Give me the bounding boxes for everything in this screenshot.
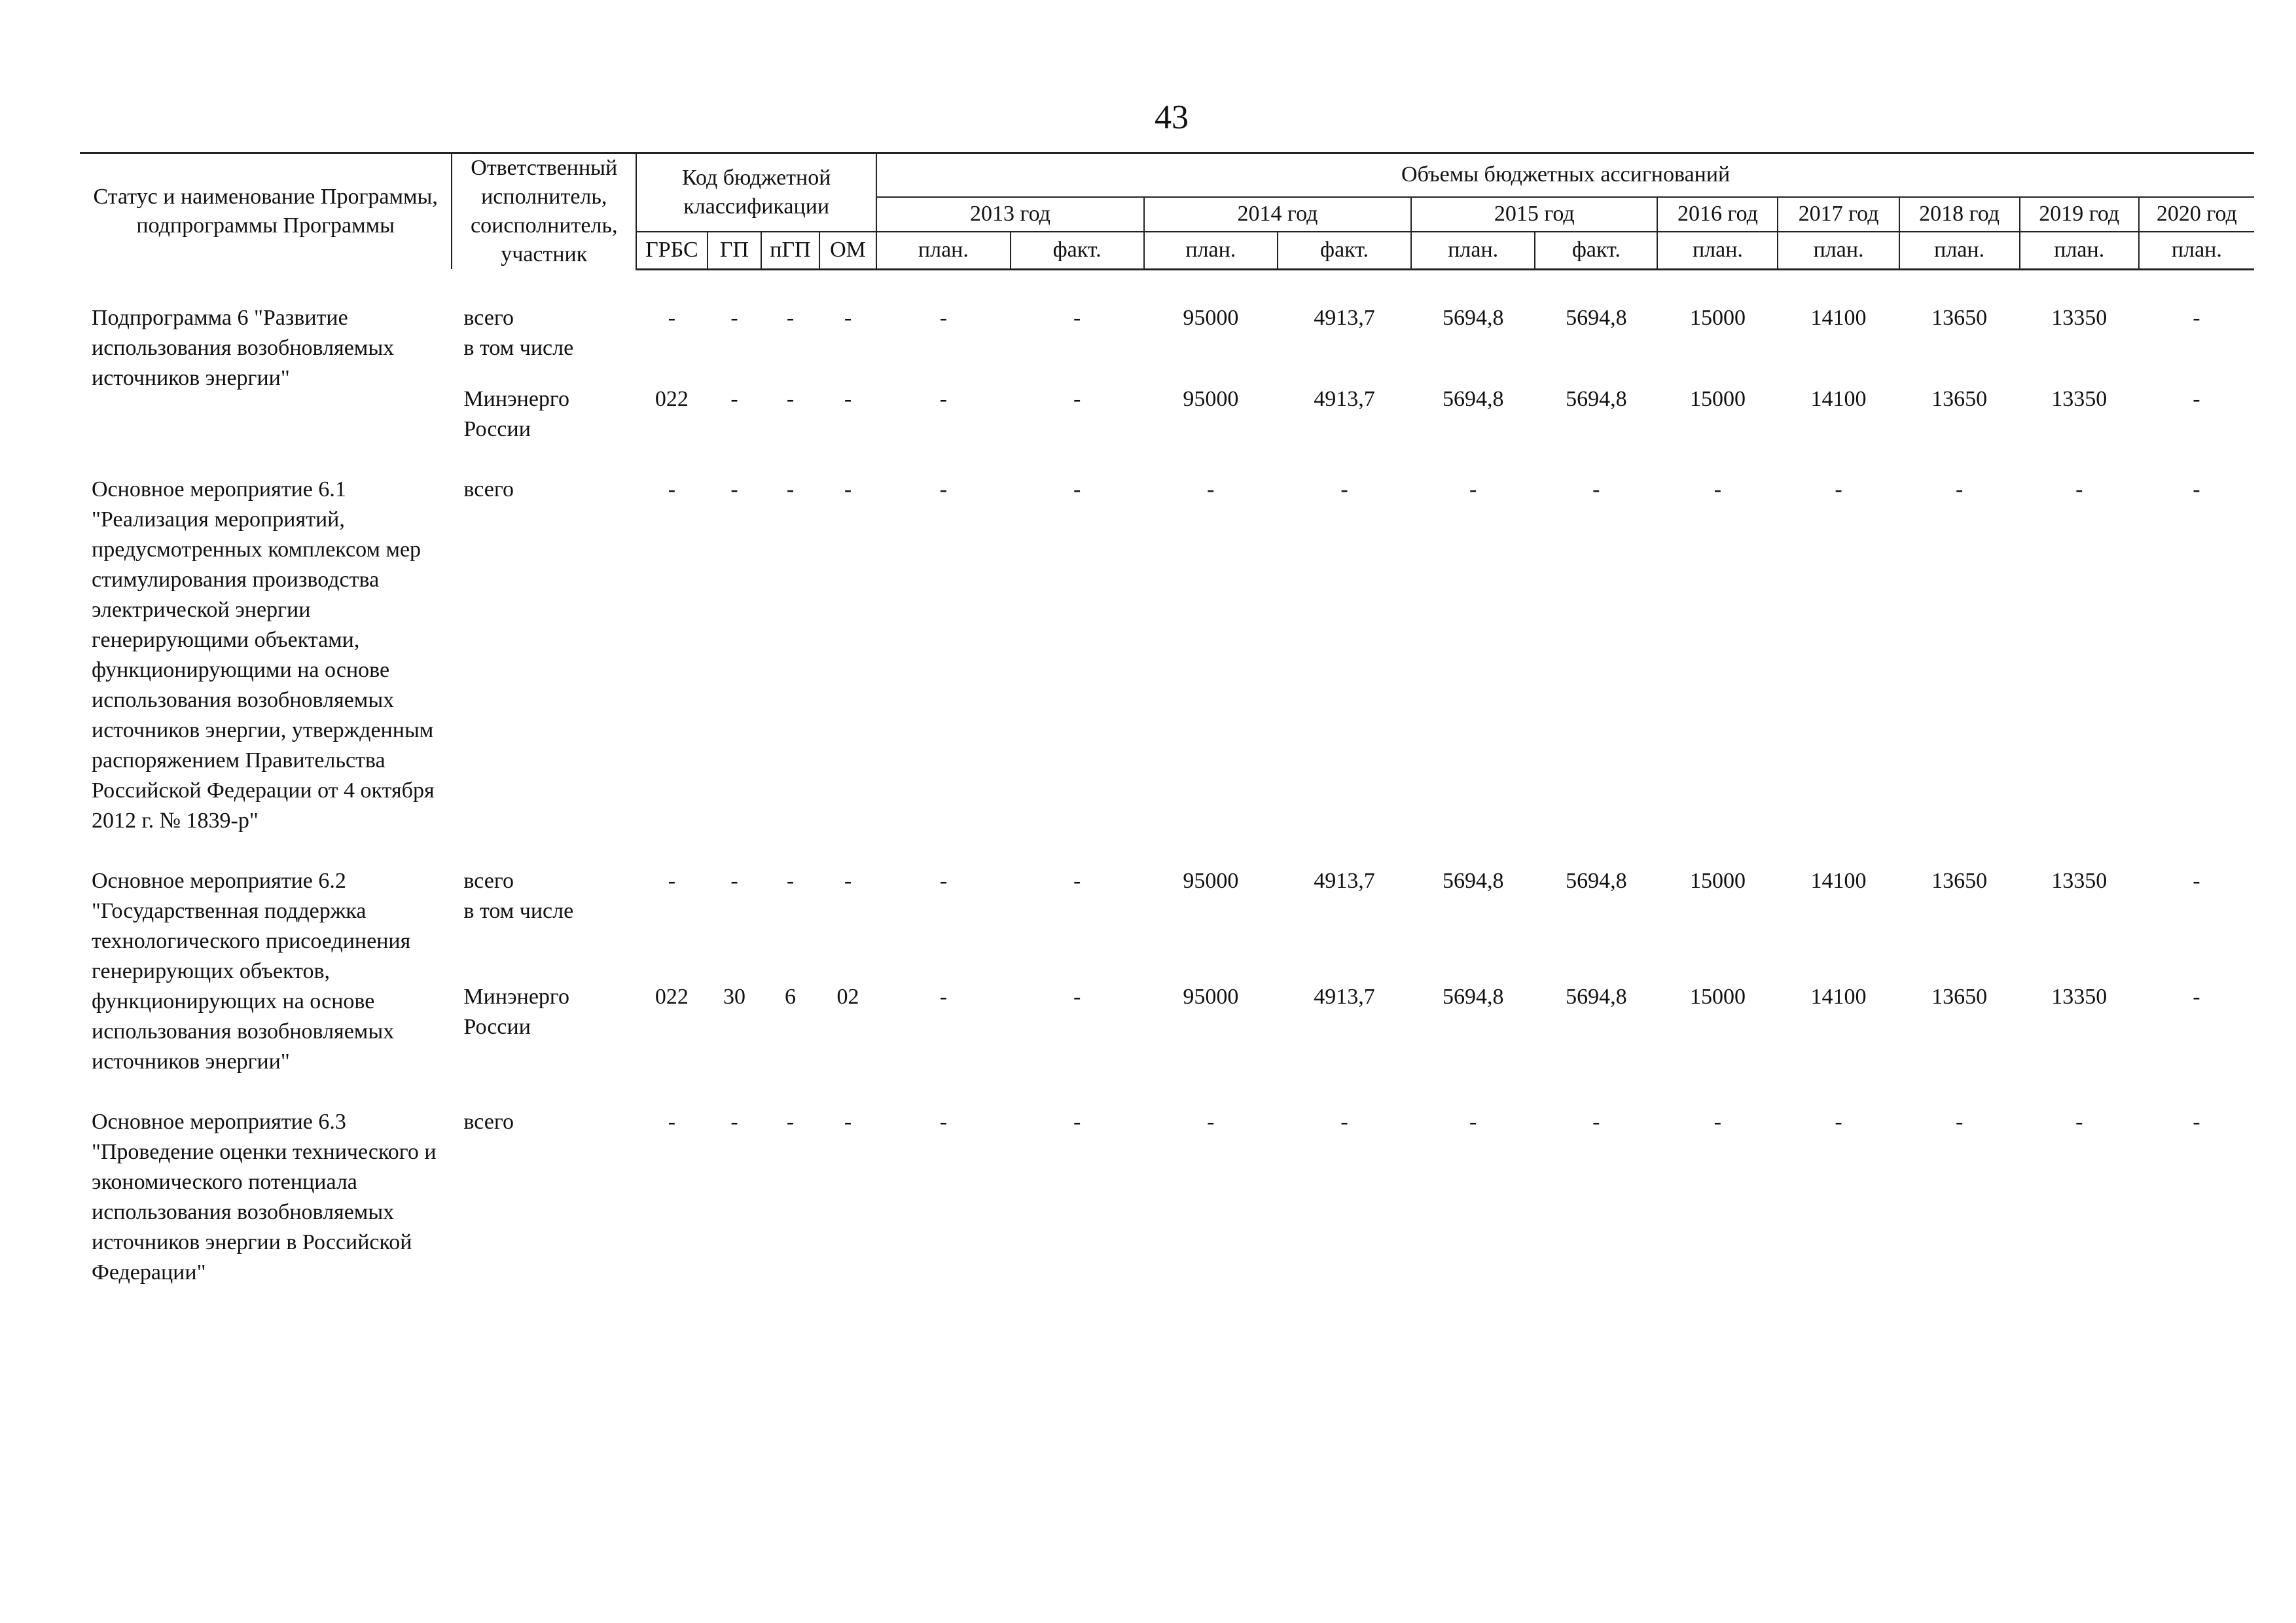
header-year-0-sub-0: план. [876,232,1010,269]
volume-value-cell: 15000 [1689,305,1746,330]
budget-code-cell: - [730,477,738,501]
volume-value-cell: 14100 [1810,386,1867,411]
volume-value-cell: 4913,7 [1314,984,1375,1009]
volume-value-cell: - [1713,477,1722,501]
volume-value-cell: - [939,984,948,1009]
header-year-0: 2013 год [876,197,1143,232]
header-year-3: 2016 год [1657,197,1778,232]
header-year-1-sub-1: факт. [1278,232,1411,269]
header-volumes-group: Объемы бюджетных ассигнований [876,153,2254,197]
header-year-2: 2015 год [1411,197,1657,232]
responsible-line: России [463,1014,531,1039]
volume-value-cell: 4913,7 [1314,305,1375,330]
budget-code-cell: - [668,1109,676,1134]
volume-value-cell: - [1955,477,1964,501]
volume-value-cell: - [1073,1109,1081,1134]
spacer-cell [80,269,2254,303]
volume-value-cell: - [2193,386,2200,411]
header-code-1: ГП [708,232,761,269]
header-year-6: 2019 год [2020,197,2139,232]
volume-value-cell: 5694,8 [1566,868,1627,893]
spacer-row [80,445,2254,475]
budget-code-cell: 30 [723,984,745,1009]
row-name-cell: Основное мероприятие 6.2 "Государственная поддержка технологического присоединения генерирующих объектов, функционирующих на основе использования возобновляемых источников энергии" [92,868,411,1074]
volume-value-cell: 95000 [1183,868,1239,893]
budget-allocation-table [80,152,2254,1288]
header-code-0: ГРБС [636,232,708,269]
volume-value-cell: 5694,8 [1566,305,1627,330]
header-year-1: 2014 год [1144,197,1411,232]
responsible-line: России [463,416,531,441]
volume-value-cell: - [939,386,948,411]
responsible-line: Минэнерго [463,984,570,1009]
volume-value-cell: 5694,8 [1442,386,1504,411]
budget-code-cell: 02 [836,984,859,1009]
budget-code-cell: 022 [655,984,689,1009]
header-year-6-sub-0: план. [2020,232,2139,269]
volume-value-cell: - [1073,386,1081,411]
responsible-line: в том числе [463,335,574,360]
volume-value-cell: 13650 [1931,386,1988,411]
budget-code-cell: - [730,305,738,330]
volume-value-cell: - [1207,477,1215,501]
volume-value-cell: 14100 [1810,868,1867,893]
header-year-2-sub-0: план. [1411,232,1535,269]
spacer-row [80,269,2254,303]
volume-value-cell: - [2075,477,2083,501]
volume-value-cell: 13650 [1931,868,1988,893]
responsible-cell [452,384,636,445]
header-year-7-sub-0: план. [2139,232,2254,269]
budget-code-cell: - [844,305,852,330]
volume-value-cell: - [939,1109,948,1134]
responsible-line: всего [463,305,514,330]
volume-value-cell: 13350 [2051,868,2108,893]
volume-value-cell: - [939,305,948,330]
header-year-7: 2020 год [2139,197,2254,232]
volume-value-cell: 95000 [1183,386,1239,411]
volume-value-cell: - [1073,305,1081,330]
volume-value-cell: 15000 [1689,984,1746,1009]
row-name-cell: Основное мероприятие 6.1 "Реализация мероприятий, предусмотренных комплексом мер стимулирования производства электрической энергии генерирующими объектами, функционирующими на основе использования возобновляемых источников энергии, утвержденным распоряжением Правительства Российской Федерации от 4 октября 2012 г. № 1839-р" [92,477,435,833]
header-year-1-sub-0: план. [1144,232,1278,269]
volume-value-cell: 5694,8 [1442,868,1504,893]
budget-code-cell: - [844,868,852,893]
header-year-4: 2017 год [1778,197,1899,232]
spacer-cell [80,1077,2254,1107]
budget-code-cell: - [844,1109,852,1134]
budget-code-cell: - [730,1109,738,1134]
row-name-cell: Подпрограмма 6 "Развитие использования возобновляемых источников энергии" [92,305,395,390]
volume-value-cell: - [1955,1109,1964,1134]
volume-value-cell: - [1469,477,1477,501]
header-year-2-sub-1: факт. [1535,232,1657,269]
volume-value-cell: 13350 [2051,984,2108,1009]
spacer-row [80,836,2254,866]
header-code-2: пГП [761,232,819,269]
volume-value-cell: - [939,477,948,501]
page-number: 43 [1155,99,1189,136]
header-code-3: ОМ [819,232,877,269]
row-name-cell: Основное мероприятие 6.3 "Проведение оценки технического и экономического потенциала использования возобновляемых источников энергии в Российской Федерации" [92,1109,437,1285]
responsible-cell [452,475,636,836]
budget-code-cell: - [786,1109,795,1134]
budget-code-cell: - [786,477,795,501]
header-year-5: 2018 год [1899,197,2020,232]
volume-value-cell: 14100 [1810,984,1867,1009]
header-year-4-sub-0: план. [1778,232,1899,269]
volume-value-cell: 4913,7 [1314,868,1375,893]
volume-value-cell: 5694,8 [1442,305,1504,330]
budget-code-cell: - [786,386,795,411]
spacer-cell [80,445,2254,475]
volume-value-cell: - [1592,1109,1600,1134]
volume-value-cell: - [1469,1109,1477,1134]
volume-value-cell: 15000 [1689,386,1746,411]
volume-value-cell: 5694,8 [1566,984,1627,1009]
volume-value-cell: - [1713,1109,1722,1134]
header-responsible-column: Ответственный исполнитель, соисполнитель, участник [452,153,636,270]
budget-table-container [80,152,2254,1288]
volume-value-cell: - [2193,868,2200,893]
responsible-cell [452,303,636,363]
spacer-cell [452,961,2254,982]
responsible-line: всего [463,1109,514,1134]
volume-value-cell: - [1073,477,1081,501]
volume-value-cell: 95000 [1183,984,1239,1009]
budget-code-cell: - [844,386,852,411]
budget-code-cell: - [786,868,795,893]
budget-code-cell: 022 [655,386,689,411]
budget-code-cell: - [730,868,738,893]
table-row [80,1107,2254,1288]
volume-value-cell: 13650 [1931,305,1988,330]
responsible-line: в том числе [463,898,574,923]
budget-code-cell: - [844,477,852,501]
responsible-line: Минэнерго [463,386,570,411]
header-name-column: Статус и наименование Программы, подпрограммы Программы [80,153,452,270]
responsible-cell [452,1107,636,1288]
volume-value-cell: - [1340,477,1348,501]
volume-value-cell: - [2193,305,2200,330]
spacer-cell [80,836,2254,866]
volume-value-cell: - [1340,1109,1348,1134]
header-year-5-sub-0: план. [1899,232,2020,269]
volume-value-cell: - [2193,477,2200,501]
table-row [80,866,2254,961]
budget-code-cell: - [668,477,676,501]
responsible-cell [452,982,636,1077]
volume-value-cell: - [1592,477,1600,501]
volume-value-cell: 14100 [1810,305,1867,330]
header-year-3-sub-0: план. [1657,232,1778,269]
budget-code-cell: - [730,386,738,411]
volume-value-cell: 5694,8 [1566,386,1627,411]
responsible-cell [452,866,636,961]
volume-value-cell: 4913,7 [1314,386,1375,411]
volume-value-cell: 95000 [1183,305,1239,330]
volume-value-cell: 15000 [1689,868,1746,893]
table-row [80,475,2254,836]
volume-value-cell: - [1207,1109,1215,1134]
table-row [80,303,2254,363]
volume-value-cell: - [1073,868,1081,893]
volume-value-cell: 13350 [2051,305,2108,330]
budget-code-cell: - [668,868,676,893]
volume-value-cell: - [1073,984,1081,1009]
volume-value-cell: - [939,868,948,893]
volume-value-cell: - [1835,477,1842,501]
table-header [80,153,2254,270]
spacer-cell [452,363,2254,384]
volume-value-cell: 13650 [1931,984,1988,1009]
volume-value-cell: - [2193,984,2200,1009]
header-budget-code-group: Код бюджетной классификации [636,153,876,232]
responsible-line: всего [463,868,514,893]
volume-value-cell: 13350 [2051,386,2108,411]
header-year-0-sub-1: факт. [1011,232,1144,269]
budget-code-cell: - [786,305,795,330]
responsible-line: всего [463,477,514,501]
volume-value-cell: - [2193,1109,2200,1134]
volume-value-cell: - [1835,1109,1842,1134]
table-body [80,269,2254,1288]
volume-value-cell: - [2075,1109,2083,1134]
budget-code-cell: - [668,305,676,330]
budget-code-cell: 6 [784,984,796,1009]
spacer-row [80,1077,2254,1107]
volume-value-cell: 5694,8 [1442,984,1504,1009]
